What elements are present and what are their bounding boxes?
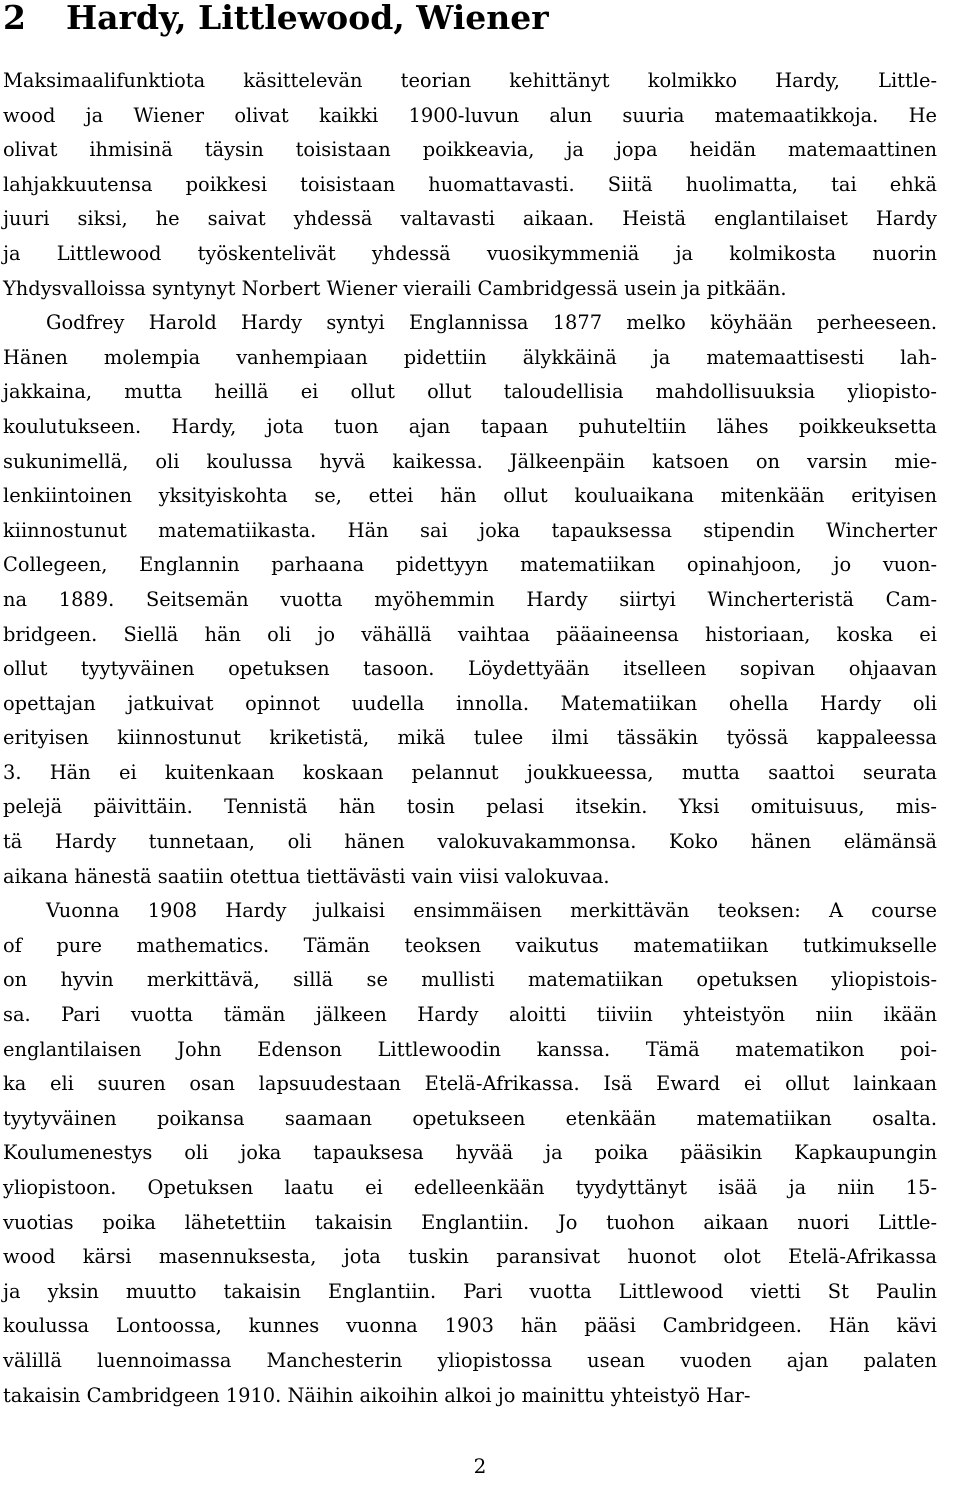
- section-heading: [3, 0, 549, 40]
- text-line: wood kärsi masennuksesta, jota tuskin paransivat huonot olot Etelä-Afrikassa: [3, 1245, 937, 1269]
- text-line: 3. Hän ei kuitenkaan koskaan pelannut joukkueessa, mutta saattoi seurata: [3, 760, 937, 784]
- section-title: Hardy, Littlewood, Wiener: [66, 0, 549, 37]
- text-line: ollut tyytyväinen opetuksen tasoon. Löydettyään itselleen sopivan ohjaavan: [3, 657, 937, 681]
- text-line: Hänen molempia vanhempiaan pidettiin älykkäinä ja matemaattisesti lah-: [3, 345, 937, 369]
- text-line: ja Littlewood työskentelivät yhdessä vuosikymmeniä ja kolmikosta nuorin: [3, 241, 937, 265]
- paragraph: [3, 64, 937, 306]
- text-line: tyytyväinen poikansa saamaan opetukseen etenkään matematiikan osalta.: [3, 1106, 937, 1130]
- text-line: Maksimaalifunktiota käsittelevän teorian kehittänyt kolmikko Hardy, Little-: [3, 69, 937, 92]
- text-line: wood ja Wiener olivat kaikki 1900-luvun alun suuria matemaatikkoja. He: [3, 103, 937, 127]
- section-number: 2: [3, 0, 26, 37]
- text-line: vuotias poika lähetettiin takaisin Englantiin. Jo tuohon aikaan nuori Little-: [3, 1210, 937, 1234]
- body-text: [3, 64, 937, 1413]
- text-line: bridgeen. Siellä hän oli jo vähällä vaihtaa pääaineensa historiaan, koska ei: [3, 622, 937, 646]
- text-line: sa. Pari vuotta tämän jälkeen Hardy aloitti tiiviin yhteistyön niin ikään: [3, 1003, 937, 1027]
- text-line: takaisin Cambridgeen 1910. Näihin aikoihin alkoi jo mainittu yhteistyö Har-: [3, 1383, 751, 1407]
- page-number: 2: [473, 1454, 487, 1478]
- text-line: koulutukseen. Hardy, jota tuon ajan tapaan puhuteltiin lähes poikkeuksetta: [3, 414, 937, 438]
- paragraph: [3, 306, 937, 894]
- text-line: olivat ihmisinä täysin toisistaan poikkeavia, ja jopa heidän matemaattinen: [3, 138, 937, 162]
- text-line: opettajan jatkuivat opinnot uudella innolla. Matematiikan ohella Hardy oli: [3, 691, 937, 715]
- text-line: sukunimellä, oli koulussa hyvä kaikessa. Jälkeenpäin katsoen on varsin mie-: [3, 449, 937, 473]
- paragraph: [3, 894, 937, 1413]
- text-line: tä Hardy tunnetaan, oli hänen valokuvakammonsa. Koko hänen elämänsä: [3, 830, 937, 854]
- text-line: Vuonna 1908 Hardy julkaisi ensimmäisen merkittävän teoksen: A course: [46, 899, 937, 923]
- text-line: koulussa Lontoossa, kunnes vuonna 1903 hän pääsi Cambridgeen. Hän kävi: [3, 1314, 937, 1338]
- text-line: erityisen kiinnostunut kriketistä, mikä tulee ilmi tässäkin työssä kappaleessa: [3, 726, 937, 750]
- text-line: yliopistoon. Opetuksen laatu ei edelleenkään tyydyttänyt isää ja niin 15-: [3, 1176, 937, 1199]
- text-line: lenkiintoinen yksityiskohta se, ettei hän ollut kouluaikana mitenkään erityisen: [3, 484, 937, 508]
- text-line: juuri siksi, he saivat yhdessä valtavasti aikaan. Heistä englantilaiset Hardy: [3, 207, 937, 231]
- text-line: Koulumenestys oli joka tapauksesa hyvää ja poika pääsikin Kapkaupungin: [3, 1141, 937, 1165]
- text-line: Collegeen, Englannin parhaana pidettyyn matematiikan opinahjoon, jo vuon-: [3, 553, 937, 577]
- text-line: aikana hänestä saatiin otettua tiettävästi vain viisi valokuvaa.: [3, 864, 610, 888]
- text-line: na 1889. Seitsemän vuotta myöhemmin Hardy siirtyi Wincherteristä Cam-: [3, 587, 937, 611]
- text-line: välillä luennoimassa Manchesterin yliopistossa usean vuoden ajan palaten: [3, 1348, 937, 1372]
- text-line: englantilaisen John Edenson Littlewoodin kanssa. Tämä matematikon poi-: [3, 1037, 937, 1061]
- text-line: jakkaina, mutta heillä ei ollut ollut taloudellisia mahdollisuuksia yliopisto-: [3, 380, 937, 404]
- text-line: Godfrey Harold Hardy syntyi Englannissa 1877 melko köyhään perheeseen.: [46, 311, 937, 335]
- text-line: lahjakkuutensa poikkesi toisistaan huomattavasti. Siitä huolimatta, tai ehkä: [3, 172, 937, 196]
- text-line: pelejä päivittäin. Tennistä hän tosin pelasi itsekin. Yksi omituisuus, mis-: [3, 795, 937, 819]
- text-line: ja yksin muutto takaisin Englantiin. Pari vuotta Littlewood vietti St Paulin: [3, 1279, 937, 1303]
- text-line: of pure mathematics. Tämän teoksen vaikutus matematiikan tutkimukselle: [3, 933, 937, 957]
- text-line: on hyvin merkittävä, sillä se mullisti matematiikan opetuksen yliopistois-: [3, 968, 937, 992]
- text-line: Yhdysvalloissa syntynyt Norbert Wiener vieraili Cambridgessä usein ja pitkään.: [3, 276, 787, 300]
- text-line: kiinnostunut matematiikasta. Hän sai joka tapauksessa stipendin Wincherter: [3, 518, 937, 542]
- text-line: ka eli suuren osan lapsuudestaan Etelä-Afrikassa. Isä Eward ei ollut lainkaan: [3, 1072, 937, 1096]
